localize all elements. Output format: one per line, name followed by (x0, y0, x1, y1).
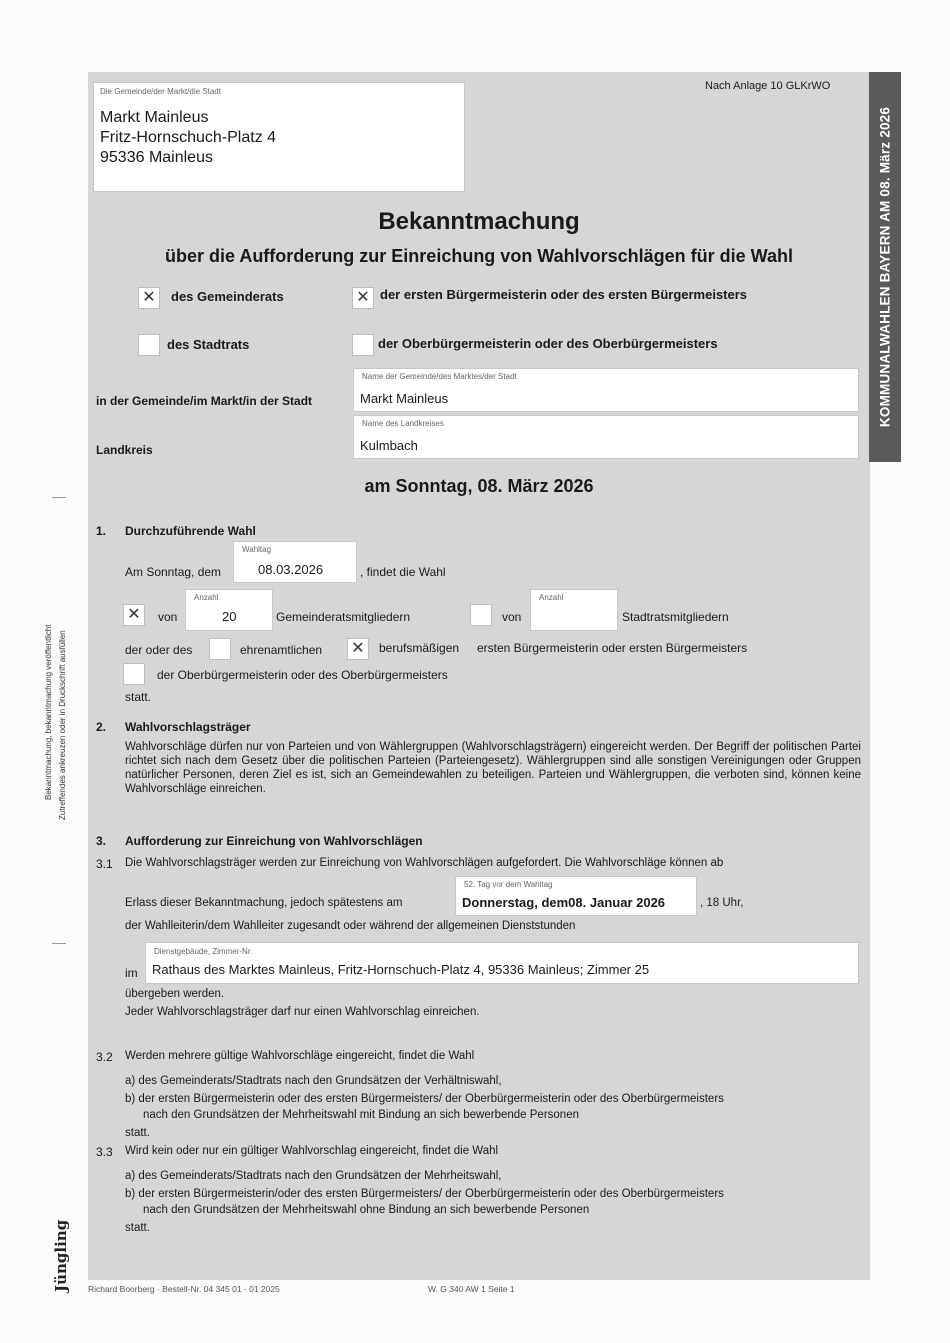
s1-date-caption: Wahltag (242, 545, 272, 554)
s1-sr-label: Stadtratsmitgliedern (622, 610, 729, 624)
s1-ehren-label: ehrenamtlichen (240, 643, 323, 657)
fold-mark-top (52, 497, 66, 498)
option-stadtrat-checkbox[interactable] (138, 334, 160, 356)
s1-beruf-checkbox[interactable]: ✕ (347, 638, 369, 660)
page-subtitle: über die Aufforderung zur Einreichung von Wahlvorschlägen für die Wahl (164, 246, 794, 266)
s32-b2: nach den Grundsätzen der Mehrheitswahl mit Bindung an sich bewerbende Personen (143, 1109, 579, 1121)
s2-number: 2. (96, 720, 107, 734)
location-value: Markt Mainleus (360, 391, 449, 406)
page-title: Bekanntmachung (378, 208, 580, 235)
s1-line3-pre: der oder des (125, 643, 193, 657)
s31-line5: übergeben werden. (125, 988, 225, 1000)
option-stadtrat-label: des Stadtrats (167, 337, 250, 352)
s1-von-1: von (158, 610, 178, 624)
s1-ob-checkbox[interactable] (123, 663, 145, 685)
sender-name: Markt Mainleus (100, 109, 209, 126)
s1-line1-post: , findet die Wahl (360, 565, 446, 579)
sender-street: Fritz-Hornschuch-Platz 4 (100, 129, 277, 146)
footer-left: Richard Boorberg · Bestell-Nr. 04 345 01 · 01 2025 (88, 1284, 280, 1294)
s31-line3: der Wahlleiterin/dem Wahlleiter zugesandt oder während der allgemeinen Dienststunden (125, 920, 576, 932)
s33-b2: nach den Grundsätzen der Mehrheitswahl ohne Bindung an sich bewerbende Personen (143, 1204, 590, 1216)
s31-deadline-caption: 52. Tag vor dem Wahltag (464, 880, 553, 889)
s1-stadtrat-checkbox[interactable] (470, 604, 492, 626)
s31-room-field[interactable] (145, 942, 859, 984)
s32-statt: statt. (125, 1127, 150, 1139)
s1-von-2: von (502, 610, 522, 624)
option-buergermeister-checkbox[interactable]: ✕ (352, 287, 374, 309)
s1-date-field[interactable] (233, 541, 357, 583)
district-field[interactable] (353, 415, 859, 459)
s3-heading: Aufforderung zur Einreichung von Wahlvorschlägen (125, 834, 423, 848)
location-caption: Name der Gemeinde/des Marktes/der Stadt (362, 372, 517, 381)
district-label: Landkreis (96, 443, 153, 457)
district-value: Kulmbach (360, 438, 418, 453)
s31-deadline-field[interactable] (455, 876, 697, 916)
s31-line2-post: , 18 Uhr, (700, 897, 744, 909)
option-gemeinderat-label: des Gemeinderats (171, 289, 284, 304)
s31-line2-pre: Erlass dieser Bekanntmachung, jedoch spätestens am (125, 897, 403, 909)
margin-note-1: Bekanntmachung, bekanntmachung veröffentlicht (44, 624, 53, 800)
s1-beruf-label: berufsmäßigen (379, 641, 460, 655)
sender-caption: Die Gemeinde/der Markt/die Stadt (100, 87, 221, 96)
s32-b1: b) der ersten Bürgermeisterin oder des ersten Bürgermeisters/ der Oberbürgermeisterin oder des Oberbürgermeisters (125, 1093, 724, 1105)
s1-gr-label: Gemeinderatsmitgliedern (276, 610, 411, 624)
s1-statt: statt. (125, 690, 152, 704)
sender-city: 95336 Mainleus (100, 149, 213, 166)
s31-number: 3.1 (96, 857, 113, 871)
s1-sr-count-caption: Anzahl (539, 593, 564, 602)
s31-im: im (125, 966, 138, 980)
sidebar-label: KOMMUNALWAHLEN BAYERN AM 08. März 2026 (877, 106, 893, 428)
publisher-logo: Jüngling (52, 1219, 70, 1292)
s1-gr-count-caption: Anzahl (194, 593, 219, 602)
option-oberbuergermeister-checkbox[interactable] (352, 334, 374, 356)
s32-a: a) des Gemeinderats/Stadtrats nach den Grundsätzen der Verhältniswahl, (125, 1075, 502, 1087)
sidebar-banner (869, 72, 901, 462)
s1-gemeinderat-checkbox[interactable]: ✕ (123, 604, 145, 626)
s33-text: Wird kein oder nur ein gültiger Wahlvorschlag eingereicht, findet die Wahl (125, 1145, 499, 1157)
s2-text: Wahlvorschläge dürfen nur von Parteien und von Wählergruppen (Wahlvorschlagsträgern) eingereicht werden. Der Begriff der politischen Partei richtet sich nach dem Gesetz über die politischen Parteien (Parteiengesetz). Wählergruppen sind alle sonstigen Vereinigungen oder Gruppen natürlicher Personen, deren Ziel es ist, sich an Gemeindewahlen zu beteiligen. Parteien und Wählergruppen, die verboten sind, können keine Wahlvorschläge einreichen. (125, 741, 861, 795)
election-date-heading: am Sonntag, 08. März 2026 (364, 476, 594, 496)
location-field[interactable] (353, 368, 859, 412)
option-gemeinderat-checkbox[interactable]: ✕ (138, 287, 160, 309)
annex-label: Nach Anlage 10 GLKrWO (705, 80, 831, 92)
option-buergermeister-label: der ersten Bürgermeisterin oder des ersten Bürgermeisters (380, 287, 748, 302)
s33-statt: statt. (125, 1222, 150, 1234)
district-caption: Name des Landkreises (362, 419, 444, 428)
s1-line3-post: ersten Bürgermeisterin oder ersten Bürgermeisters (477, 641, 748, 655)
s31-line6: Jeder Wahlvorschlagsträger darf nur einen Wahlvorschlag einreichen. (125, 1006, 480, 1018)
s2-heading: Wahlvorschlagsträger (125, 720, 251, 734)
s31-room-value: Rathaus des Marktes Mainleus, Fritz-Hornschuch-Platz 4, 95336 Mainleus; Zimmer 25 (152, 962, 650, 977)
sender-address-box (93, 82, 465, 192)
s3-number: 3. (96, 834, 107, 848)
s31-deadline-value: Donnerstag, dem08. Januar 2026 (462, 895, 666, 910)
location-label: in der Gemeinde/im Markt/in der Stadt (96, 394, 313, 408)
s1-gr-count-value: 20 (222, 609, 237, 624)
fold-mark-bottom (52, 943, 66, 944)
s32-text: Werden mehrere gültige Wahlvorschläge eingereicht, findet die Wahl (125, 1050, 475, 1062)
s1-sr-count-field[interactable] (530, 589, 618, 631)
footer-right: W. G 340 AW 1 Seite 1 (428, 1284, 515, 1294)
s1-number: 1. (96, 524, 107, 538)
s31-room-caption: Dienstgebäude, Zimmer-Nr. (154, 947, 253, 956)
s1-gr-count-field[interactable] (185, 589, 273, 631)
s33-b1: b) der ersten Bürgermeisterin/oder des ersten Bürgermeisters/ der Oberbürgermeisterin oder des Oberbürgermeisters (125, 1188, 724, 1200)
s33-a: a) des Gemeinderats/Stadtrats nach den Grundsätzen der Mehrheitswahl, (125, 1170, 502, 1182)
margin-note-2: Zutreffendes ankreuzen oder in Druckschrift ausfüllen (58, 630, 67, 820)
s1-ehren-checkbox[interactable] (209, 638, 231, 660)
s31-text: Die Wahlvorschlagsträger werden zur Einreichung von Wahlvorschlägen aufgefordert. Die Wahlvorschläge können ab (125, 857, 724, 869)
s1-line1-pre: Am Sonntag, dem (125, 565, 222, 579)
s33-number: 3.3 (96, 1145, 113, 1159)
s1-date-value: 08.03.2026 (258, 562, 324, 577)
option-oberbuergermeister-label: der Oberbürgermeisterin oder des Oberbürgermeisters (378, 336, 718, 351)
s1-heading: Durchzuführende Wahl (125, 524, 256, 538)
s1-ob-label: der Oberbürgermeisterin oder des Oberbürgermeisters (157, 668, 448, 682)
s32-number: 3.2 (96, 1050, 113, 1064)
